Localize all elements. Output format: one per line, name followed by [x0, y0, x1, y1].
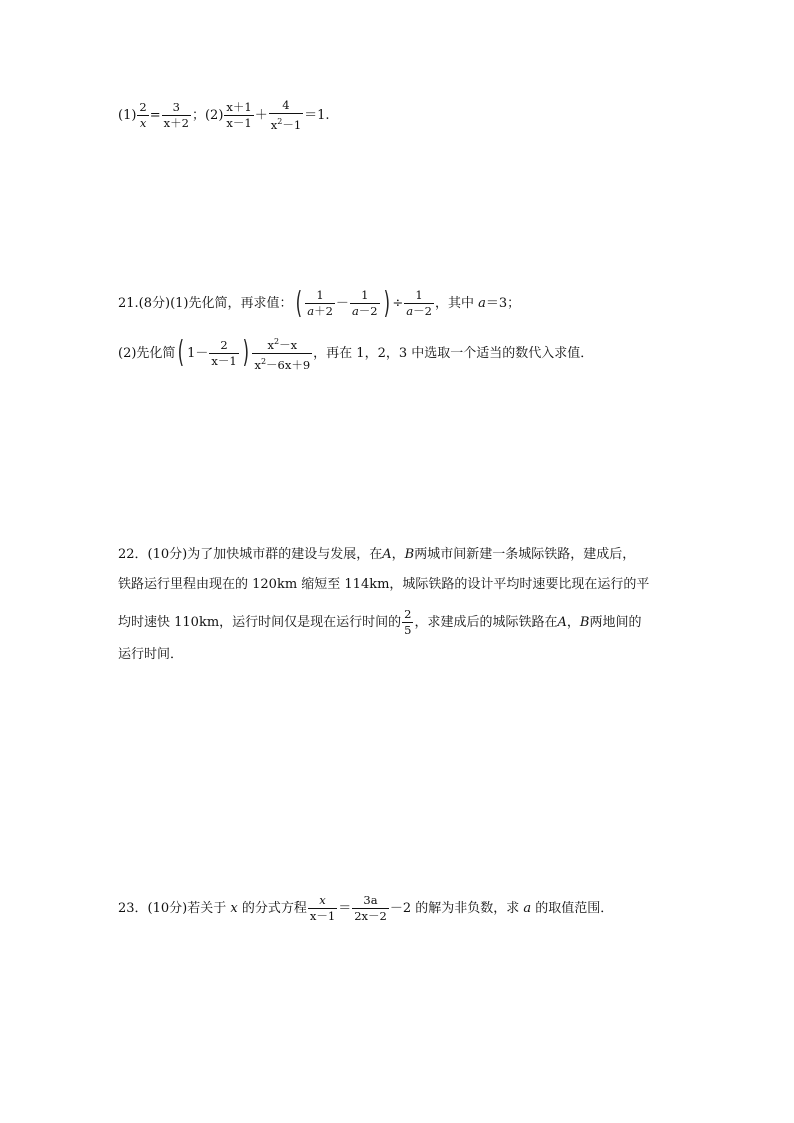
problem-22-line-1: 22．(10分)为了加快城市群的建设与发展，在A，B两城市间新建一条城际铁路，建成后， [118, 547, 636, 562]
problem-22-line-3: 均时速快 110km，运行时间仅是现在运行时间的 $\frac{2}{5}$ ，求建成后的城际铁路在A，B两地间的 [118, 607, 642, 637]
fraction: $\frac{1}{a-2}$ [406, 288, 432, 318]
problem-23: 23．(10分)若关于 x 的分式方程 $\frac{x}{x-1}$ ＝ $\frac{3a}{2x-2}$ －2 的解为非负数，求 a 的取值范围． [118, 893, 614, 923]
fraction: $\frac{1}{a+2}$ [307, 288, 333, 318]
fraction: $\frac{3a}{2x-2}$ [354, 893, 387, 923]
problem-21-part-2: (2)先化简( 1－ $\frac{2}{x-1}$ ) $\frac{x^2-x}{x^2-6x+9}$ ，再在 1，2，3 中选取一个适当的数代入求值． [118, 335, 594, 372]
fraction: $\frac{x+1}{x-1}$ [226, 99, 252, 130]
fraction: $\frac{2}{x}$ [139, 99, 147, 130]
problem-22-line-2: 铁路运行里程由现在的 120km 缩短至 114km，城际铁路的设计平均时速要比现在运行的平 [118, 577, 650, 592]
problem-22-line-4: 运行时间． [118, 647, 184, 662]
fraction: $\frac{1}{a-2}$ [351, 288, 378, 318]
fraction: $\frac{2}{5}$ [404, 607, 412, 637]
right-paren: ) [383, 285, 390, 321]
left-paren: ( [295, 285, 302, 321]
fraction: $\frac{2}{x-1}$ [211, 337, 237, 368]
fraction: $\frac{x}{x-1}$ [309, 893, 336, 923]
problem-21-part-1: 21.(8分)(1)先化简，再求值：( $\frac{1}{a+2}$ － $\frac{1}{a-2}$ ) ÷ $\frac{1}{a-2}$ ，其中 a＝3； [118, 285, 521, 321]
problem-20-equations: (1) $\frac{2}{x}$ = $\frac{3}{x+2}$ ；(2) $\frac{x+1}{x-1}$ ＋ $\frac{4}{x^2-1}$ ＝1. [118, 98, 330, 132]
fraction: $\frac{3}{x+2}$ [163, 99, 189, 130]
fraction: $\frac{x^2-x}{x^2-6x+9}$ [254, 337, 311, 372]
right-paren: ) [242, 335, 249, 371]
fraction: $\frac{4}{x^2-1}$ [270, 98, 302, 132]
left-paren: ( [178, 335, 185, 371]
